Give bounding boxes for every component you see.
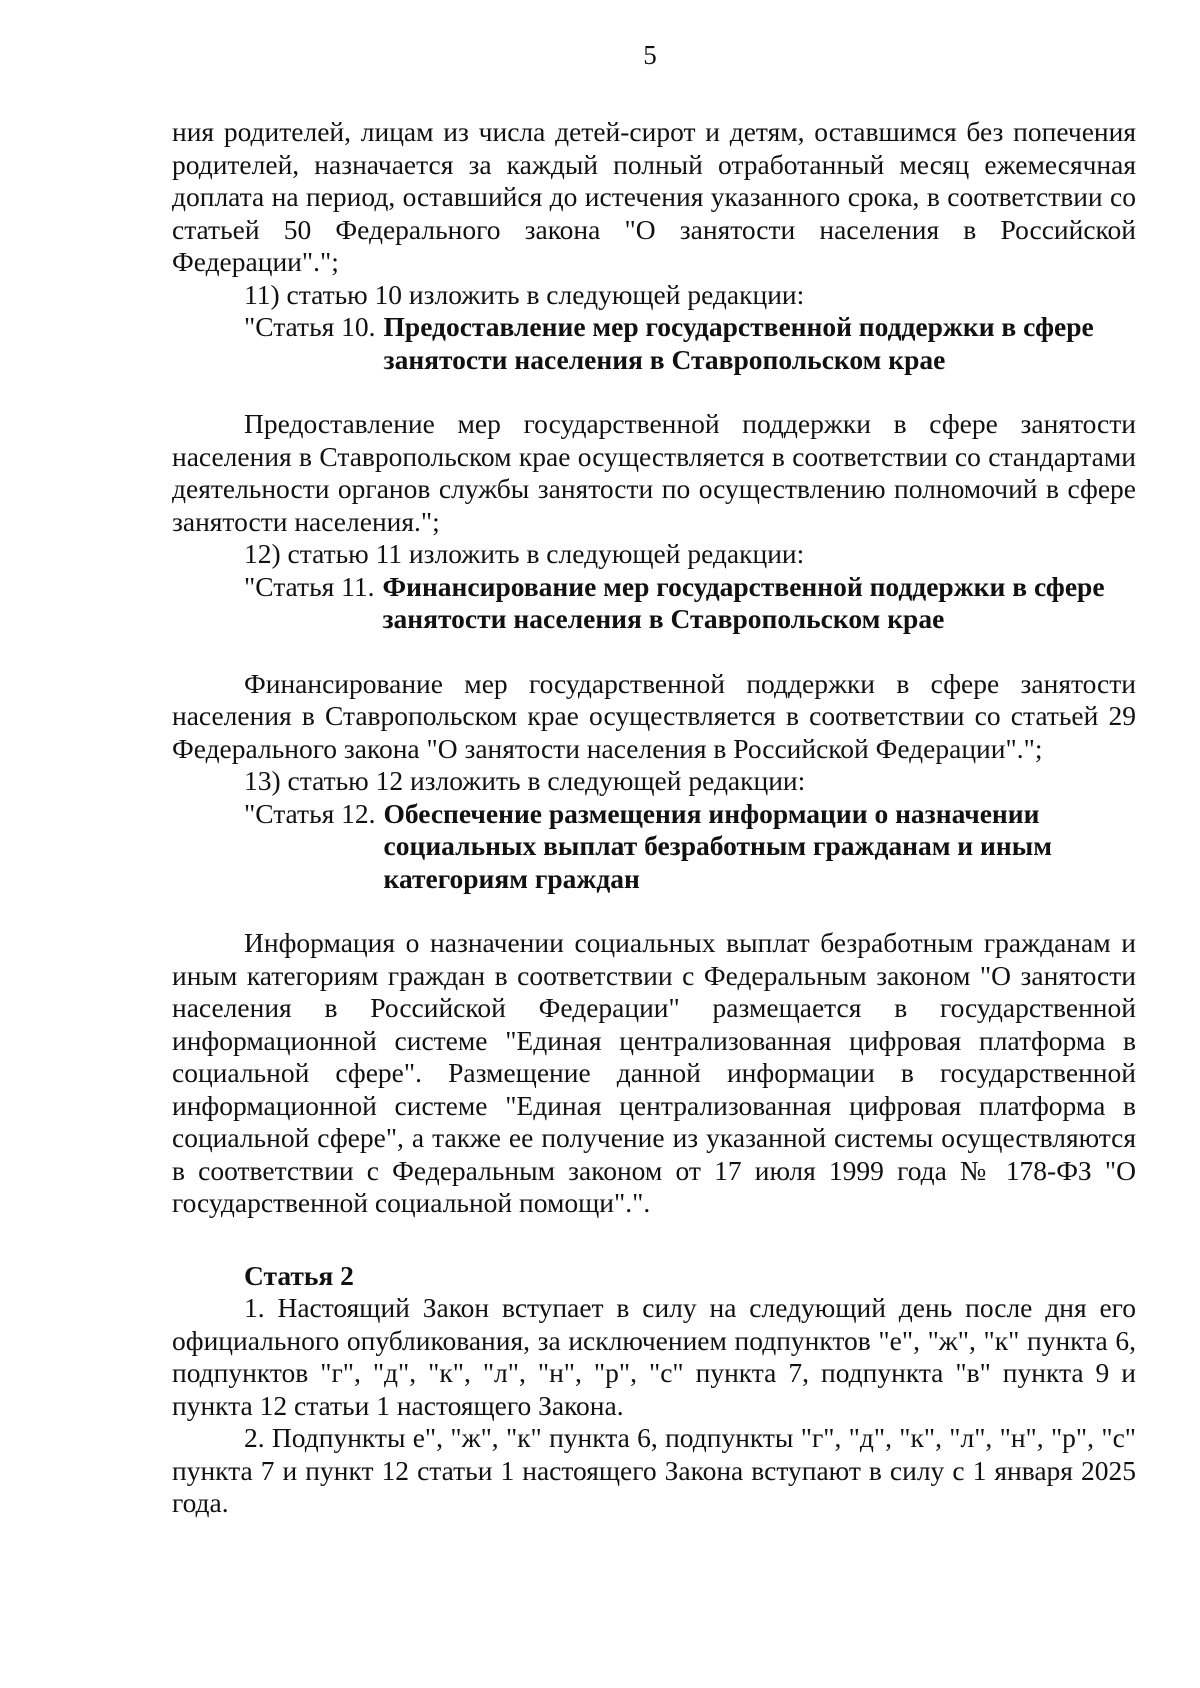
amendment-item-13: 13) статью 12 изложить в следующей редакции:: [244, 765, 806, 796]
article-12-body: Информация о назначении социальных выплат безработным гражданам и иным категориям граждан в соответствии с Федеральным законом "О занятости населения в Российской Федерации" размещается в государственной информационной системе "Единая централизованная цифровая платформа в социальной сфере". Размещение данной информации в государственной информационной системе "Единая централизованная цифровая платформа в социальной сфере", а также ее получение из указанной системы осуществляются в соответствии с Федеральным законом от 17 июля 1999 года № 178-ФЗ "О государственной социальной помощи".".: [172, 927, 1136, 1218]
article-10-title: Предоставление мер государственной поддержки в сфере занятости населения в Ставропольском крае: [383, 311, 1094, 375]
spacer: [172, 895, 1136, 927]
article-10-heading: [172, 311, 1136, 376]
article-11-number: "Статья 11.: [244, 570, 375, 602]
section-2-title: Статья 2: [244, 1259, 354, 1291]
article-11-heading: [172, 571, 1136, 636]
article-12-title: Обеспечение размещения информации о назначении социальных выплат безработным гражданам и иным категориям граждан: [383, 797, 1052, 894]
spacer: [172, 1220, 1136, 1260]
article-12-heading: [172, 798, 1136, 896]
paragraph-continuation: ния родителей, лицам из числа детей-сирот и детям, оставшимся без попечения родителей, назначается за каждый полный отработанный месяц ежемесячная доплата на период, оставшийся до истечения указанного срока, в соответствии со статьей 50 Федерального закона "О занятости населения в Российской Федерации".";: [172, 116, 1136, 277]
amendment-item-11: 11) статью 10 изложить в следующей редакции:: [244, 278, 805, 310]
page-number: 5: [643, 40, 657, 70]
article-11-body: Финансирование мер государственной поддержки в сфере занятости населения в Ставропольском крае осуществляется в соответствии со статьей 29 Федерального закона "О занятости населения в Российской Федерации".";: [172, 667, 1136, 764]
spacer: [172, 636, 1136, 668]
article-12-number: "Статья 12.: [244, 797, 376, 829]
section-2-paragraph-2: 2. Подпункты е", "ж", "к" пункта 6, подпункты "г", "д", "к", "л", "н", "р", "с" пункта 7 и пункт 12 статьи 1 настоящего Закона вступают в силу с 1 января 2025 года.: [172, 1422, 1136, 1518]
article-10-number: "Статья 10.: [244, 311, 376, 342]
amendment-item-12: 12) статью 11 изложить в следующей редакции:: [244, 538, 805, 569]
document-body: [172, 116, 1136, 1520]
spacer: [172, 376, 1136, 408]
article-11-title: Финансирование мер государственной поддержки в сфере занятости населения в Ставропольском крае: [382, 570, 1105, 634]
section-2-paragraph-1: 1. Настоящий Закон вступает в силу на следующий день после дня его официального опубликования, за исключением подпунктов "е", "ж", "к" пункта 6, подпунктов "г", "д", "к", "л", "н", "р", "с" пункта 7, подпункта "в" пункта 9 и пункта 12 статьи 1 настоящего Закона.: [172, 1292, 1136, 1421]
article-10-body: Предоставление мер государственной поддержки в сфере занятости населения в Ставропольском крае осуществляется в соответствии со стандартами деятельности органов службы занятости по осуществлению полномочий в сфере занятости населения.";: [172, 408, 1136, 537]
